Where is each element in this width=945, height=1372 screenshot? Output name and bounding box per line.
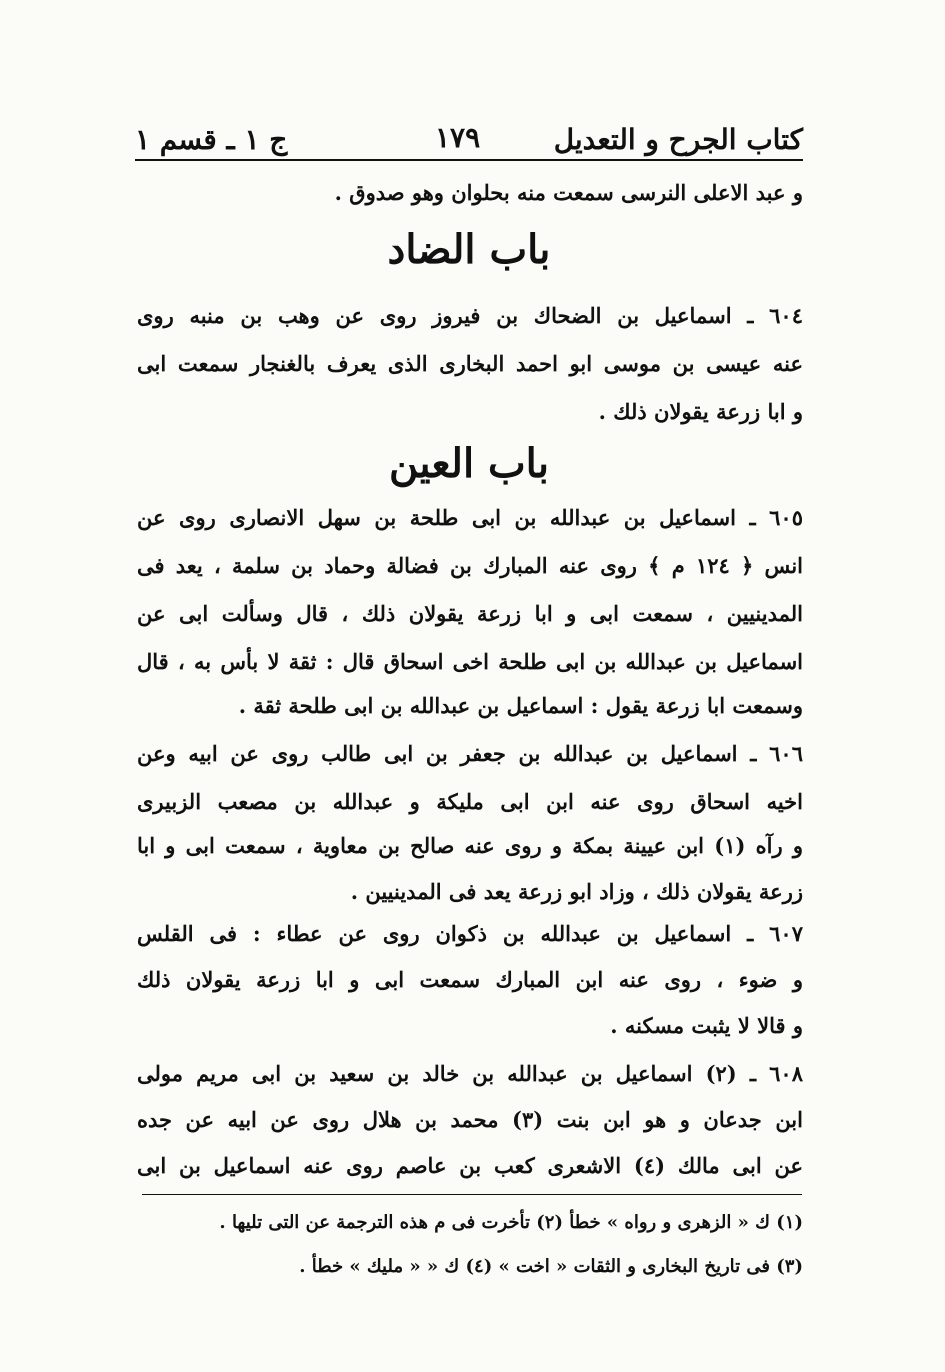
text-line: و ابا زرعة يقولان ذلك . bbox=[598, 399, 803, 424]
text-line: ٦٠٧ ـ اسماعيل بن عبدالله بن ذكوان روى عن عطاء : فى القلس bbox=[137, 921, 803, 946]
text-line: انس ﴿ ١٢٤ م ﴾ روى عنه المبارك بن فضالة وحماد بن سلمة ، يعد فى bbox=[137, 553, 803, 578]
text-line: عن ابى مالك (٤) الاشعرى كعب بن عاصم روى عنه اسماعيل بن ابى bbox=[137, 1153, 803, 1178]
text-line: اسماعيل بن عبدالله بن ابى طلحة اخى اسحاق قال : ثقة لا بأس به ، قال bbox=[137, 649, 803, 674]
text-line: اخيه اسحاق روى عنه ابن ابى مليكة و عبدالله بن مصعب الزبيرى bbox=[137, 789, 803, 814]
header-rule bbox=[135, 159, 803, 161]
text-line: ٦٠٥ ـ اسماعيل بن عبدالله بن ابى طلحة بن سهل الانصارى روى عن bbox=[137, 505, 803, 530]
book-title: كتاب الجرح و التعديل bbox=[553, 123, 803, 156]
text-line: و عبد الاعلى النرسى سمعت منه بحلوان وهو صدوق . bbox=[334, 180, 803, 205]
text-line: و قالا لا يثبت مسكنه . bbox=[610, 1013, 803, 1038]
text-line: عنه عيسى بن موسى ابو احمد البخارى الذى يعرف بالغنجار سمعت ابى bbox=[137, 351, 803, 376]
text-line: و ضوء ، روى عنه ابن المبارك سمعت ابى و ابا زرعة يقولان ذلك bbox=[137, 967, 803, 992]
text-line: زرعة يقولان ذلك ، وزاد ابو زرعة يعد فى المدينيين . bbox=[350, 879, 803, 904]
text-line: ٦٠٤ ـ اسماعيل بن الضحاك بن فيروز روى عن وهب بن منبه روى bbox=[137, 303, 803, 328]
text-line: المدينيين ، سمعت ابى و ابا زرعة يقولان ذلك ، قال وسألت ابى عن bbox=[137, 601, 803, 626]
running-header bbox=[135, 98, 803, 156]
text-line: ٦٠٨ ـ (٢) اسماعيل بن عبدالله بن خالد بن سعيد بن ابى مريم مولى bbox=[137, 1061, 803, 1086]
section-heading-ain: باب العين bbox=[388, 440, 550, 487]
footnote-rule bbox=[142, 1194, 802, 1195]
footnote-line: (٣) فى تاريخ البخارى و الثقات « اخت » (٤) ك « « مليك » خطأ . bbox=[299, 1256, 803, 1277]
footnote-line: (١) ك « الزهرى و رواه » خطأ (٢) تأخرت فى م هذه الترجمة عن التى تليها . bbox=[219, 1212, 803, 1233]
text-line: و رآه (١) ابن عيينة بمكة و روى عنه صالح بن معاوية ، سمعت ابى و ابا bbox=[137, 833, 803, 858]
text-line: وسمعت ابا زرعة يقول : اسماعيل بن عبدالله بن ابى طلحة ثقة . bbox=[238, 693, 803, 718]
text-line: ابن جدعان و هو ابن بنت (٣) محمد بن هلال روى عن ابيه عن جده bbox=[137, 1107, 803, 1132]
text-line: ٦٠٦ ـ اسماعيل بن عبدالله بن جعفر بن ابى طالب روى عن ابيه وعن bbox=[137, 741, 803, 766]
volume-label: ج ١ ـ قسم ١ bbox=[135, 123, 288, 156]
page-number: ١٧٩ bbox=[435, 121, 481, 154]
section-heading-dad: باب الضاد bbox=[387, 226, 551, 273]
